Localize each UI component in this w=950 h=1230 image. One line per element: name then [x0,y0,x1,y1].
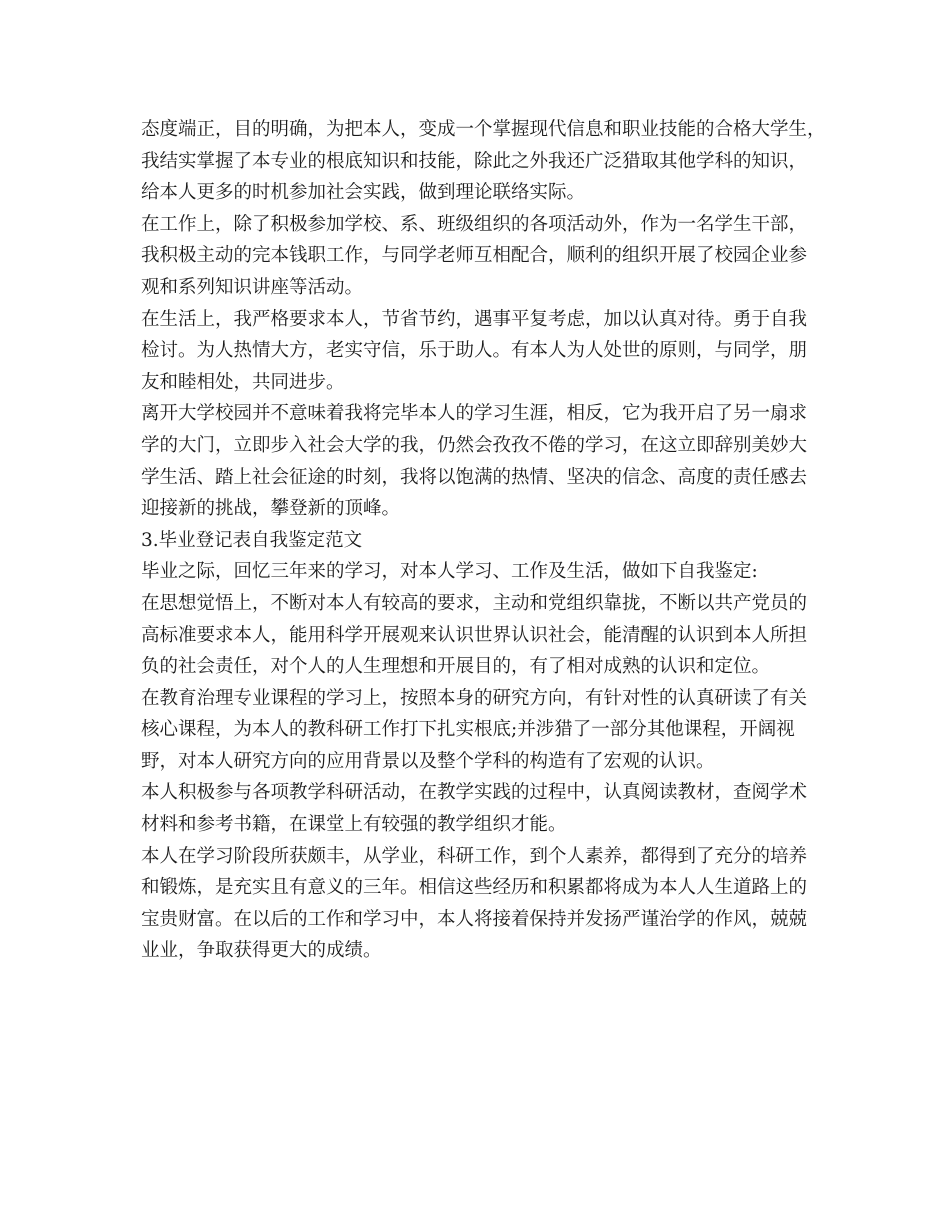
text-line: 在教育治理专业课程的学习上，按照本身的研究方向，有针对性的认真研读了有关 [141,687,808,709]
text-line: 友和睦相处，共同进步。 [141,371,345,393]
text-line: 给本人更多的时机参加社会实践，做到理论联络实际。 [141,182,586,204]
text-line: 在生活上，我严格要求本人，节省节约，遇事平复考虑，加以认真对待。勇于自我 [141,308,808,330]
text-line: 业业，争取获得更大的成绩。 [141,940,382,962]
text-line: 在工作上，除了积极参加学校、系、班级组织的各项活动外，作为一名学生干部， [141,213,808,235]
text-line: 态度端正，目的明确，为把本人，变成一个掌握现代信息和职业技能的合格大学生， [141,119,826,140]
text-line: 宝贵财富。在以后的工作和学习中，本人将接着保持并发扬严谨治学的作风，兢兢 [141,908,808,930]
text-line: 我积极主动的完本钱职工作，与同学老师互相配合，顺利的组织开展了校园企业参 [141,245,808,267]
text-line: 负的社会责任，对个人的人生理想和开展目的，有了相对成熟的认识和定位。 [141,656,771,678]
text-line: 离开大学校园并不意味着我将完毕本人的学习生涯，相反，它为我开启了另一扇求 [141,403,808,425]
document-body [141,114,826,967]
text-line: 学的大门，立即步入社会大学的我，仍然会孜孜不倦的学习，在这立即辞别美妙大 [141,434,808,456]
text-line: 本人在学习阶段所获颇丰，从学业，科研工作，到个人素养，都得到了充分的培养 [141,845,808,867]
text-line: 高标准要求本人，能用科学开展观来认识世界认识社会，能清醒的认识到本人所担 [141,624,808,646]
text-line: 在思想觉悟上，不断对本人有较高的要求，主动和党组织靠拢，不断以共产党员的 [141,592,808,614]
section-heading: 3.毕业登记表自我鉴定范文 [141,529,363,551]
text-line: 学生活、踏上社会征途的时刻，我将以饱满的热情、坚决的信念、高度的责任感去 [141,466,808,488]
text-line: 检讨。为人热情大方，老实守信，乐于助人。有本人为人处世的原则，与同学，朋 [141,340,808,362]
text-line: 毕业之际，回忆三年来的学习，对本人学习、工作及生活，做如下自我鉴定: [141,561,758,583]
text-line: 观和系列知识讲座等活动。 [141,276,364,298]
text-line: 迎接新的挑战，攀登新的顶峰。 [141,498,401,520]
text-line: 野，对本人研究方向的应用背景以及整个学科的构造有了宏观的认识。 [141,750,715,772]
text-line: 材料和参考书籍，在课堂上有较强的教学组织才能。 [141,814,567,836]
text-line: 我结实掌握了本专业的根底知识和技能，除此之外我还广泛猎取其他学科的知识， [141,150,808,172]
text-line: 本人积极参与各项教学科研活动，在教学实践的过程中，认真阅读教材，查阅学术 [141,782,808,804]
text-line: 核心课程，为本人的教科研工作打下扎实根底;并涉猎了一部分其他课程，开阔视 [141,719,795,741]
text-line: 和锻炼，是充实且有意义的三年。相信这些经历和积累都将成为本人人生道路上的 [141,877,808,899]
